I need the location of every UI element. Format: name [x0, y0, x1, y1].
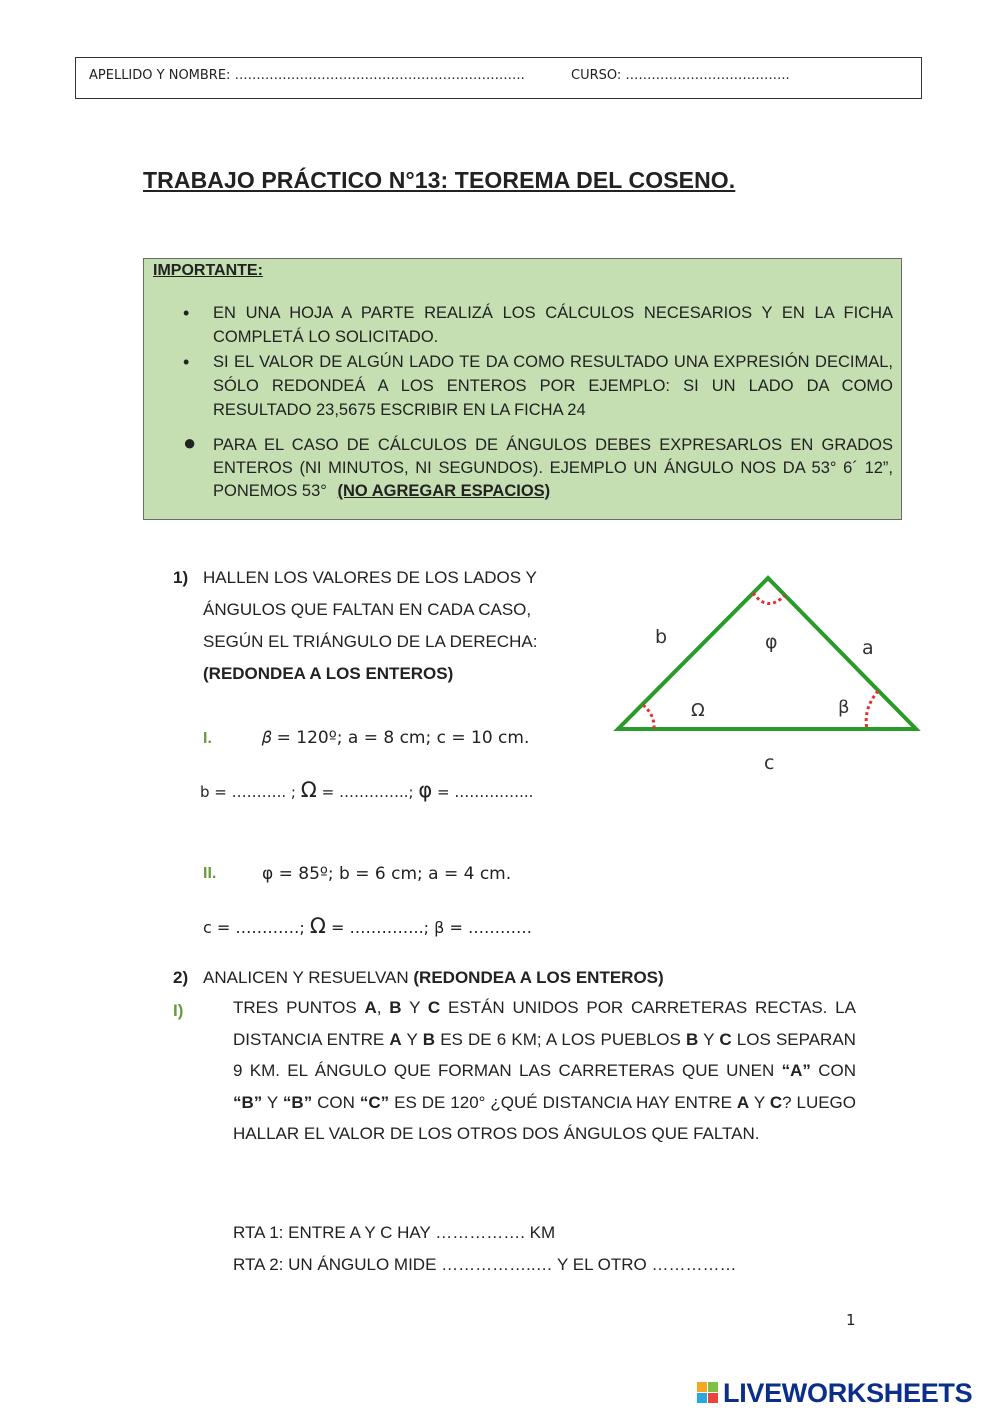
omega-symbol: Ω — [309, 914, 326, 938]
beta-angle-label: β — [838, 697, 850, 718]
q1-line-1: HALLEN LOS VALORES DE LOS LADOS Y — [203, 568, 537, 587]
phi-angle-arc — [753, 593, 785, 604]
omega-angle-arc — [643, 705, 654, 729]
case-1-formula: 𝛽 = 120º; a = 8 cm; c = 10 cm. — [262, 728, 530, 748]
important-heading: IMPORTANTE: — [153, 262, 263, 279]
important-item-2: • SI EL VALOR DE ALGÚN LADO TE DA COMO RESULTADO UNA EXPRESIÓN DECIMAL, SÓLO REDONDEÁ A LOS ENTEROS POR EJEMPLO: SI UN LADO DA COMO RESULTADO 23,5675 ESCRIBIR EN LA FICHA 24 — [183, 352, 893, 419]
liveworksheets-logo — [697, 1378, 972, 1409]
q2-problem-text: TRES PUNTOS A, B Y C ESTÁN UNIDOS POR CARRETERAS RECTAS. LA DISTANCIA ENTRE A Y B ES DE 6 KM; A LOS PUEBLOS B Y C LOS SEPARAN 9 KM. EL ÁNGULO QUE FORMAN LAS CARRETERAS QUE UNEN “A” CON “B” Y “B” CON “C” ES DE 120° ¿QUÉ DISTANCIA HAY ENTRE A Y C? LUEGO HALLAR EL VALOR DE LOS OTROS DOS ÁNGULOS QUE FALTAN. — [233, 998, 857, 1144]
case-1-label: I. — [203, 730, 212, 747]
omega-beta-answer-field[interactable]: = …………..; β = ………… — [331, 918, 532, 937]
triangle-figure — [610, 565, 930, 785]
bullet-icon: • — [183, 303, 190, 323]
q2-intro: ANALICEN Y RESUELVAN (REDONDEA A LOS ENTEROS) — [203, 968, 664, 987]
name-field[interactable]: APELLIDO Y NOMBRE: …………………………………………………………. — [89, 68, 525, 83]
answer-1-line[interactable]: RTA 1: ENTRE A Y C HAY ……………. KM — [233, 1223, 556, 1242]
q1-line-3: SEGÚN EL TRIÁNGULO DE LA DERECHA: — [203, 632, 538, 651]
course-field[interactable]: CURSO: ……………………………….. — [571, 68, 790, 83]
page-title: TRABAJO PRÁCTICO N°13: TEOREMA DEL COSENO. — [143, 167, 736, 193]
liveworksheets-logo-icon — [697, 1382, 719, 1404]
omega-angle-label: Ω — [691, 700, 705, 721]
phi-symbol: φ — [418, 778, 433, 802]
omega-symbol: Ω — [300, 778, 317, 802]
important-item-3: ● PARA EL CASO DE CÁLCULOS DE ÁNGULOS DEBES EXPRESARLOS EN GRADOS ENTEROS (NI MINUTOS, NI SEGUNDOS). EJEMPLO UN ÁNGULO NOS DA 53° 6´ 12”, PONEMOS 53° (NO AGREGAR ESPACIOS) — [183, 430, 893, 500]
phi-angle-label: φ — [765, 631, 778, 653]
bullet-icon: • — [183, 352, 190, 372]
q1-round-note: (REDONDEA A LOS ENTEROS) — [203, 664, 454, 683]
answer-2-line[interactable]: RTA 2: UN ÁNGULO MIDE ……………..… Y EL OTRO …………… — [233, 1255, 737, 1274]
q2-number: 2) — [173, 968, 189, 987]
student-info-box — [75, 57, 922, 99]
case-2-label: II. — [203, 865, 217, 882]
no-spaces-note: (NO AGREGAR ESPACIOS) — [337, 482, 551, 500]
side-a-label: a — [862, 637, 874, 659]
bullet-icon: ● — [183, 430, 197, 455]
q2-part-label: I) — [173, 1001, 184, 1020]
phi-answer-field[interactable]: = ……….…... — [436, 783, 534, 801]
liveworksheets-wordmark: LIVEWORKSHEETS — [723, 1378, 973, 1408]
page-number: 1 — [846, 1311, 856, 1329]
important-box — [143, 258, 902, 520]
side-b-label: b — [655, 626, 668, 648]
case-2-answer-line — [203, 914, 532, 938]
q1-line-2: ÁNGULOS QUE FALTAN EN CADA CASO, — [203, 600, 532, 619]
c-answer-field[interactable]: c = …………; — [203, 918, 305, 937]
b-answer-field[interactable]: b = ……….. ; — [200, 783, 296, 801]
omega-answer-field[interactable]: = …………..; — [321, 783, 414, 801]
side-c-label: c — [764, 752, 775, 774]
important-item-1: • EN UNA HOJA A PARTE REALIZÁ LOS CÁLCULOS NECESARIOS Y EN LA FICHA COMPLETÁ LO SOLICITADO. — [183, 303, 893, 346]
beta-angle-arc — [866, 691, 878, 729]
case-1-answer-line — [200, 778, 533, 802]
q1-number: 1) — [173, 568, 189, 587]
case-2-formula: φ = 85º; b = 6 cm; a = 4 cm. — [262, 864, 512, 884]
